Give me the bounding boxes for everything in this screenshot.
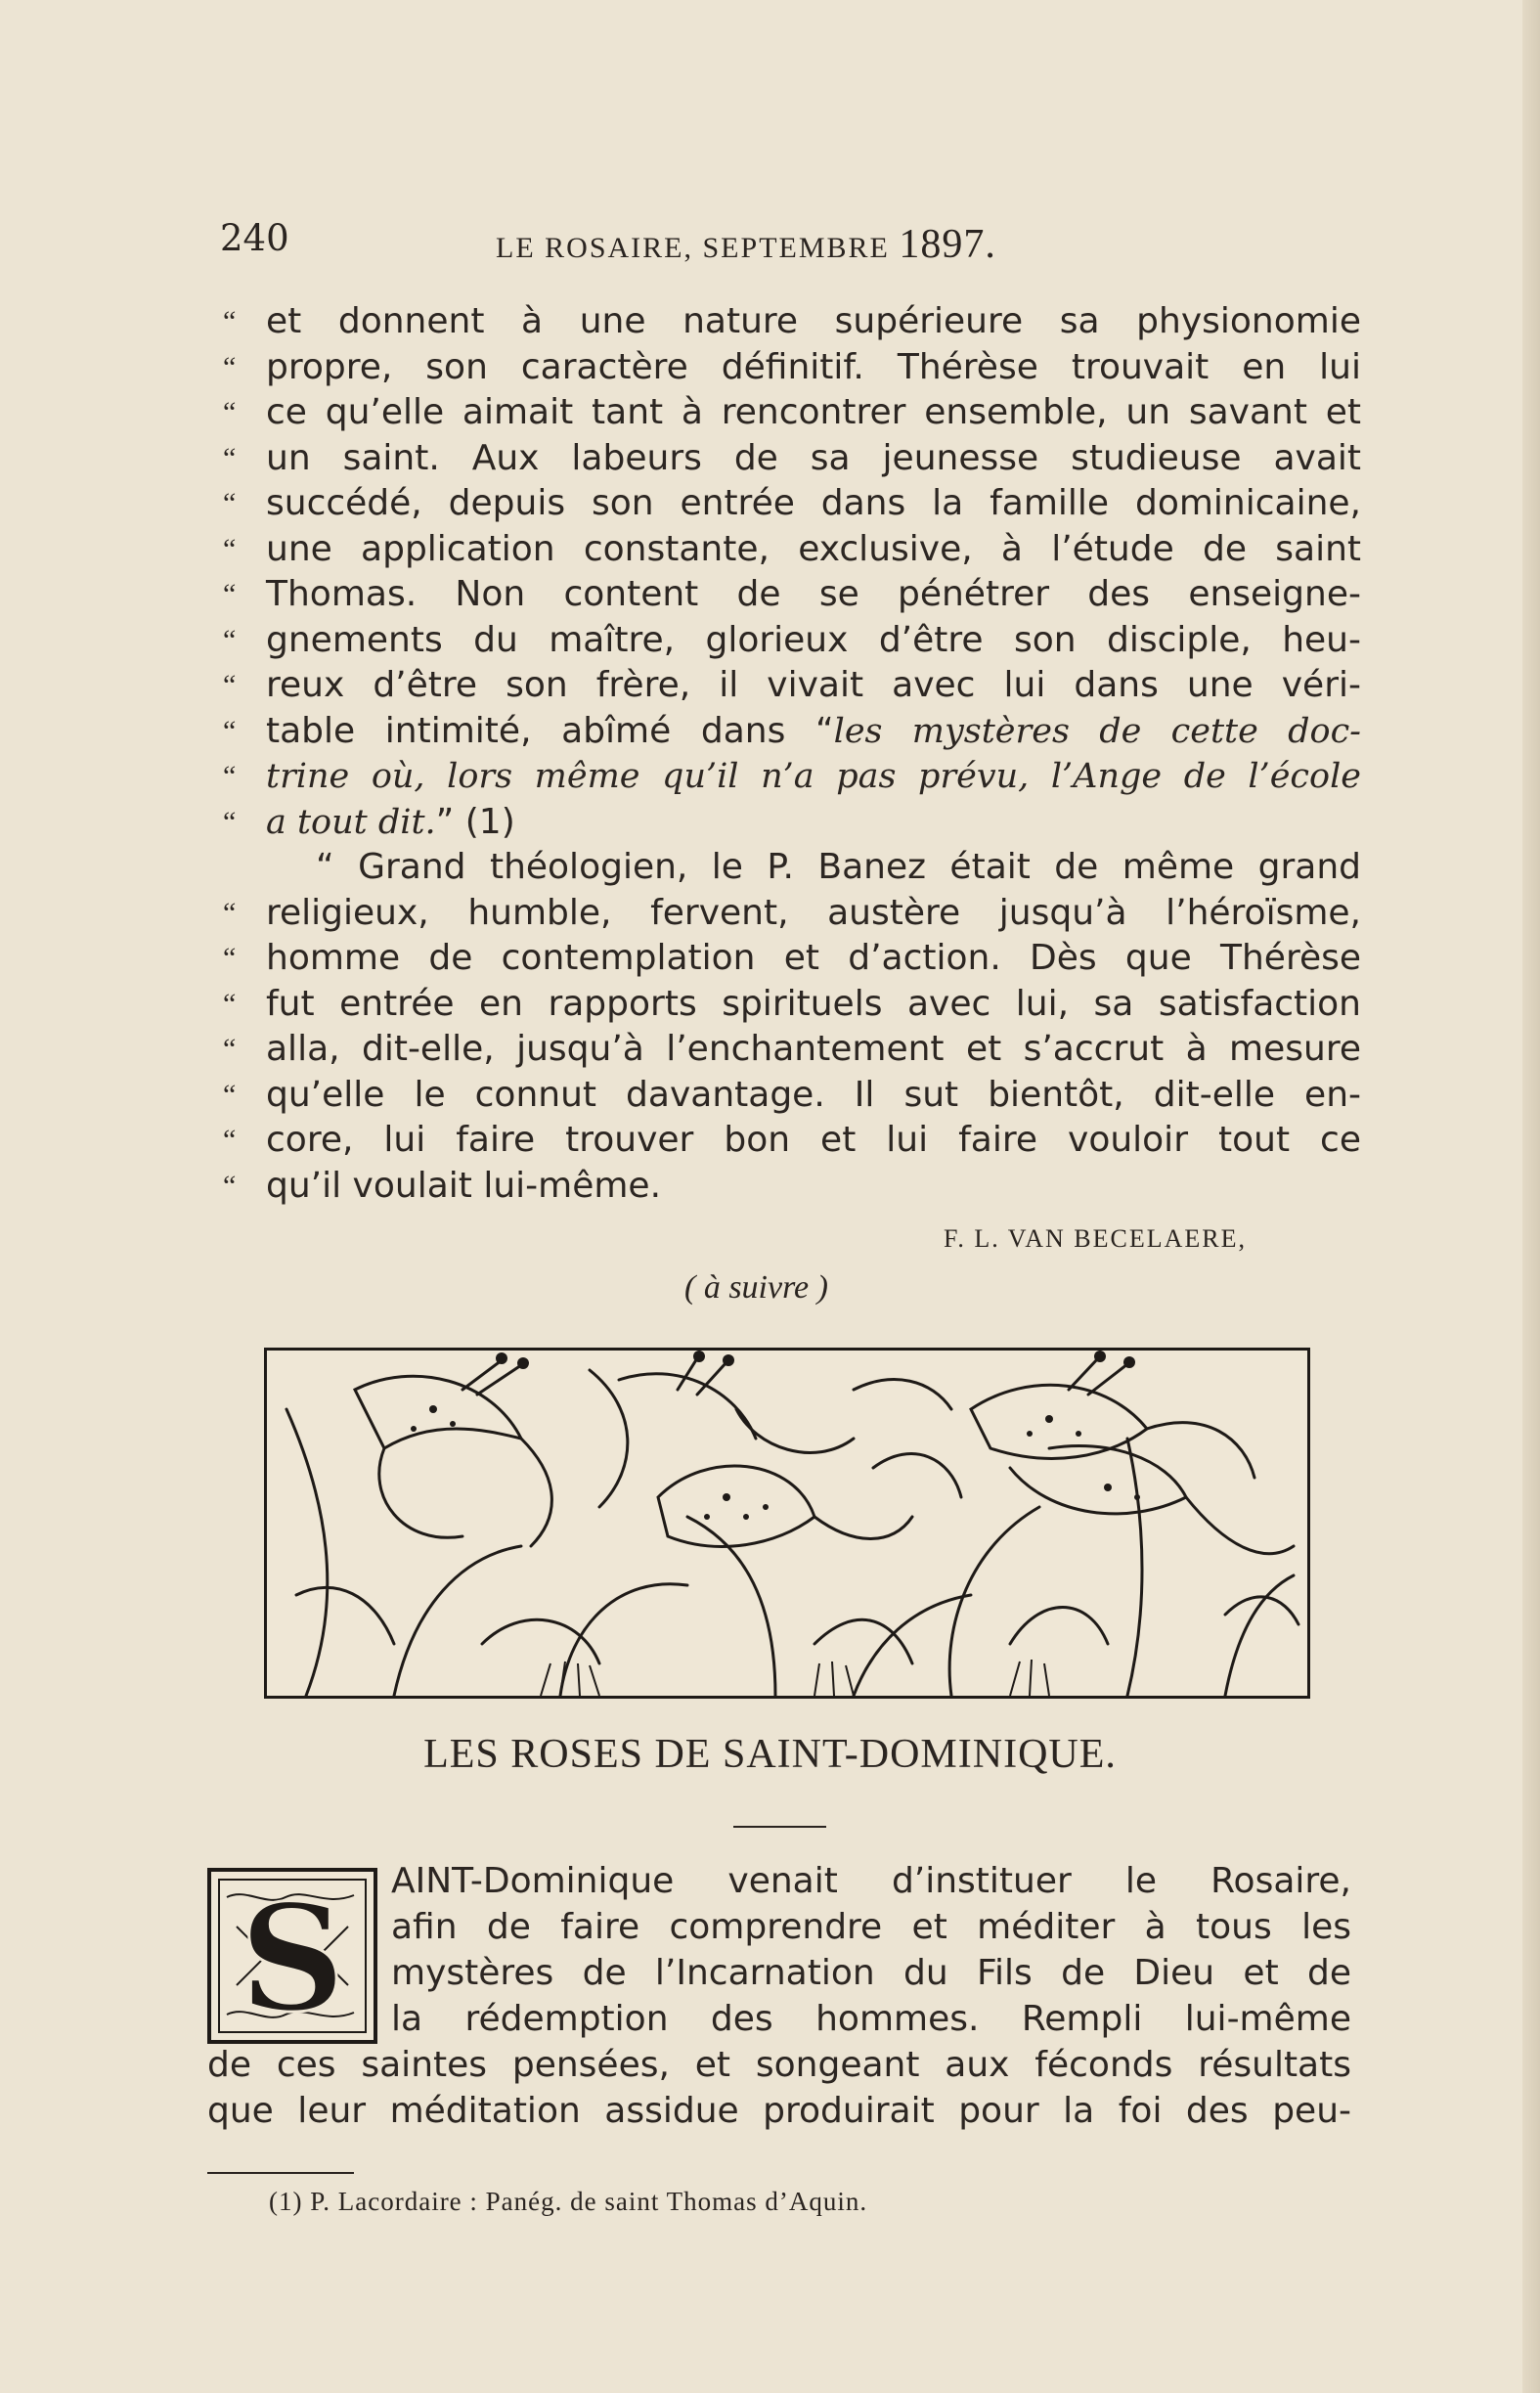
quote-line-text: reux d’être son frère, il vivait avec lui dans une véri- [266,665,1361,705]
quote-mark: “ [223,396,237,428]
quote-line [220,527,1364,573]
body-line [207,1950,1351,1996]
quote-line-italic: a tout dit. [266,802,436,842]
quote-mark: “ [223,714,237,747]
lily-engraving-art [267,1351,1307,1696]
body-line [207,1996,1351,2042]
body-line-text: afin de faire comprendre et méditer à tous les [391,1907,1351,1947]
lily-engraving [264,1348,1310,1699]
quote-line [220,982,1364,1028]
quote-mark: “ [223,987,237,1020]
quote-line [220,1073,1364,1119]
quoted-passage [220,299,1364,1209]
quote-line-text: core, lui faire trouver bon et lui faire vouloir tout ce [266,1120,1361,1160]
footnote-divider [207,2172,354,2174]
quote-line-text: gnements du maître, glorieux d’être son disciple, heu- [266,619,1361,660]
quote-line [220,800,1364,846]
quote-line [220,891,1364,937]
quote-line-text: propre, son caractère définitif. Thérèse trouvait en lui [266,346,1361,387]
quote-line-text [266,800,1361,846]
quote-mark: “ [223,760,237,792]
running-title [496,221,996,268]
running-title-year: 1897. [899,222,996,267]
body-line [207,1904,1351,1950]
quote-line-text: et donnent à une nature supérieure sa physionomie [266,301,1361,341]
quote-line [220,754,1364,800]
body-line-text: de ces saintes pensées, et songeant aux féconds résultats [207,2045,1351,2085]
quote-mark: “ [223,487,237,519]
quote-mark: “ [223,1078,237,1111]
quote-line-text: “ Grand théologien, le P. Banez était de même grand [316,847,1361,887]
quote-mark: “ [223,441,237,474]
quote-line-text: succédé, depuis son entrée dans la famille dominicaine, [266,483,1361,523]
body-paragraph [207,1858,1351,2134]
quote-mark: “ [223,942,237,974]
quote-line-text: ce qu’elle aimait tant à rencontrer ensemble, un savant et [266,392,1361,432]
quote-line-plain: table intimité, abîmé dans “ [266,710,834,751]
quote-mark: “ [223,1124,237,1156]
quote-line [220,1027,1364,1073]
quote-line-text: Thomas. Non content de se pénétrer des enseigne- [266,574,1361,614]
body-line-text: que leur méditation assidue produirait pour la foi des peu- [207,2091,1351,2131]
body-line-text: mystères de l’Incarnation du Fils de Dieu et de [391,1953,1351,1993]
quote-mark: “ [223,532,237,565]
quote-line [220,390,1364,436]
body-line [207,2042,1351,2088]
quote-mark: “ [223,1169,237,1202]
quote-line [220,1164,1364,1210]
running-header [220,217,1360,276]
footnote: (1) P. Lacordaire : Panég. de saint Thomas d’Aquin. [269,2187,868,2216]
author-signature: F. L. VAN BECELAERE, [944,1224,1247,1253]
body-line [207,1858,1351,1904]
section-title: LES ROSES DE SAINT-DOMINIQUE. [423,1732,1117,1777]
quote-line-text: une application constante, exclusive, à l’étude de saint [266,528,1361,569]
footnote-reference: ” (1) [435,801,515,842]
to-be-continued: ( à suivre ) [684,1269,828,1306]
body-line-text: AINT-Dominique venait d’instituer le Rosaire, [391,1861,1351,1901]
page-edge [1522,0,1540,2393]
quote-mark: “ [223,805,237,838]
quote-line [220,299,1364,345]
quote-line-text: alla, dit-elle, jusqu’à l’enchantement et s’accrut à mesure [266,1029,1361,1069]
quote-line [220,1118,1364,1164]
quote-line-text: religieux, humble, fervent, austère jusqu’à l’héroïsme, [266,892,1361,933]
italic-citation: les mystères de cette doc- [833,711,1361,751]
quote-line-text: fut entrée en rapports spirituels avec lui, sa satisfaction [266,983,1361,1024]
quote-mark: “ [223,305,237,337]
page-number: 240 [220,217,289,259]
quote-line-text: un saint. Aux labeurs de sa jeunesse studieuse avait [266,437,1361,478]
quote-line [220,709,1364,755]
quote-mark: “ [223,578,237,610]
quote-mark: “ [223,1033,237,1065]
quote-line [220,845,1364,891]
quote-line [220,345,1364,391]
body-line [207,2088,1351,2134]
section-divider [733,1826,826,1828]
running-title-text: LE ROSAIRE, SEPTEMBRE [496,232,890,264]
quote-line [220,936,1364,982]
quote-line-text: qu’il voulait lui-même. [266,1165,662,1206]
dropcap-letter: S [239,1873,346,2044]
quote-line-text: qu’elle le connut davantage. Il sut bientôt, dit-elle en- [266,1074,1361,1115]
quote-line [220,572,1364,618]
quote-line-italic: trine où, lors même qu’il n’a pas prévu, l’Ange de l’école [266,757,1361,796]
quote-line-text: homme de contemplation et d’action. Dès que Thérèse [266,938,1361,978]
quote-mark: “ [223,623,237,656]
quote-mark: “ [223,350,237,383]
body-line-text: la rédemption des hommes. Rempli lui-même [391,1999,1351,2039]
quote-mark: “ [223,896,237,929]
quote-line [220,663,1364,709]
quote-line [220,618,1364,664]
quote-line [220,436,1364,482]
quote-line [220,481,1364,527]
quote-mark: “ [223,669,237,701]
quote-line-text [266,709,1361,755]
